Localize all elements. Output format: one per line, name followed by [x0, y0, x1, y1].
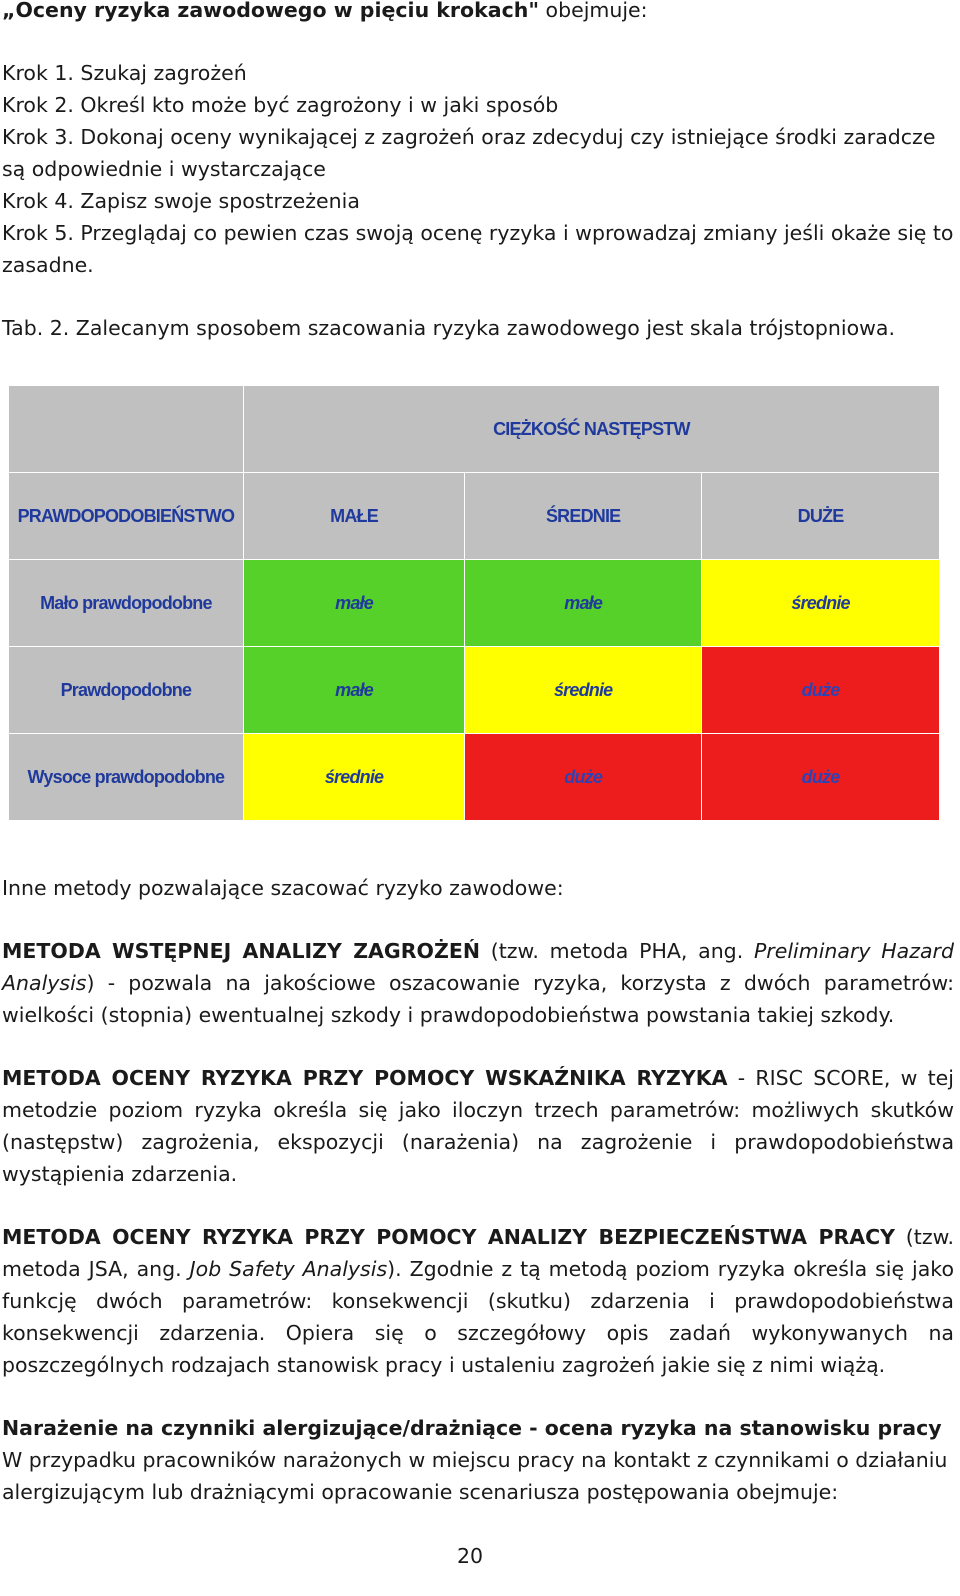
step-2: Krok 2. Określ kto może być zagrożony i w jaki sposób: [2, 93, 559, 117]
allergy-heading-text: Narażenie na czynniki alergizujące/drażniące - ocena ryzyka na stanowisku pracy: [2, 1416, 942, 1440]
jsa-text-2: ). Zgodnie z tą metodą poziom ryzyka określa się jako funkcję dwóch parametrów: konsekwencji (skutku) zdarzenia i prawdopodobieństwa konsekwencji zdarzenia. Opiera się o szczegółowy opis zadań wykonywanych na poszczególnych rodzajach stanowisk pracy i ustaleniu zagrożeń jakie się z nimi wiążą.: [2, 1257, 954, 1377]
jsa-text-1: (tzw. metoda JSA, ang.: [2, 1225, 954, 1281]
matrix-col-header: DUŻE: [702, 473, 940, 560]
matrix-cell: małe: [243, 560, 465, 647]
step-1: Krok 1. Szukaj zagrożeń: [2, 61, 247, 85]
pha-italic: Preliminary Hazard Analysis: [2, 939, 954, 995]
step-5: Krok 5. Przeglądaj co pewien czas swoją ocenę ryzyka i wprowadzaj zmiany jeśli okaże się to zasadne.: [2, 221, 954, 277]
matrix-cell: duże: [465, 734, 702, 821]
matrix-blank-corner: [9, 386, 244, 473]
pha-text-1: (tzw. metoda PHA, ang.: [479, 939, 754, 963]
matrix-cell: średnie: [702, 560, 940, 647]
matrix-row-header: Mało prawdopodobne: [9, 560, 244, 647]
allergy-heading: [2, 1412, 954, 1444]
jsa-italic: Job Safety Analysis: [189, 1257, 388, 1281]
intro-line: [2, 0, 954, 26]
matrix-cell: średnie: [465, 647, 702, 734]
intro-title: „Oceny ryzyka zawodowego w pięciu krokach": [2, 0, 540, 22]
jsa-paragraph: [2, 1221, 954, 1381]
allergy-paragraph: W przypadku pracowników narażonych w miejscu pracy na kontakt z czynnikami o działaniu alergizującym lub drażniącymi opracowanie scenariusza postępowania obejmuje:: [2, 1448, 948, 1504]
matrix-cell: duże: [702, 734, 940, 821]
step-3: Krok 3. Dokonaj oceny wynikającej z zagrożeń oraz zdecyduj czy istniejące środki zaradcze są odpowiednie i wystarczające: [2, 125, 936, 181]
matrix-cell: średnie: [243, 734, 465, 821]
matrix-top-header: CIĘŻKOŚĆ NASTĘPSTW: [243, 386, 939, 473]
risc-heading: METODA OCENY RYZYKA PRZY POMOCY WSKAŹNIKA RYZYKA: [2, 1066, 728, 1090]
step-4: Krok 4. Zapisz swoje spostrzeżenia: [2, 189, 360, 213]
matrix-row-header: Prawdopodobne: [9, 647, 244, 734]
pha-text-2: ) - pozwala na jakościowe oszacowanie ryzyka, korzysta z dwóch parametrów: wielkości (stopnia) ewentualnej szkody i prawdopodobieństwa powstania takiej szkody.: [2, 971, 954, 1027]
matrix-cell: małe: [243, 647, 465, 734]
page-number: 20: [456, 1544, 484, 1568]
matrix-col-header: MAŁE: [243, 473, 465, 560]
pha-paragraph: [2, 935, 954, 1031]
matrix-cell: małe: [465, 560, 702, 647]
intro-rest: obejmuje:: [539, 0, 648, 22]
matrix-corner-header: PRAWDOPODOBIEŃSTWO: [9, 473, 244, 560]
document-body: [2, 0, 954, 344]
table-caption: Tab. 2. Zalecanym sposobem szacowania ryzyka zawodowego jest skala trójstopniowa.: [2, 316, 896, 340]
matrix-row-header: Wysoce prawdopodobne: [9, 734, 244, 821]
jsa-heading: METODA OCENY RYZYKA PRZY POMOCY ANALIZY BEZPIECZEŃSTWA PRACY: [2, 1225, 896, 1249]
methods-section: [2, 872, 954, 1508]
risk-matrix: [8, 385, 940, 821]
risc-text: - RISC SCORE, w tej metodzie poziom ryzyka określa się jako iloczyn trzech parametrów: możliwych skutków (następstw) zagrożenia, ekspozycji (narażenia) na zagrożenie i prawdopodobieństwa wystąpienia zdarzenia.: [2, 1066, 954, 1186]
matrix-cell: duże: [702, 647, 940, 734]
risc-paragraph: [2, 1062, 954, 1190]
other-methods-intro: Inne metody pozwalające szacować ryzyko zawodowe:: [2, 876, 564, 900]
pha-heading: METODA WSTĘPNEJ ANALIZY ZAGROŻEŃ: [2, 939, 480, 963]
matrix-col-header: ŚREDNIE: [465, 473, 702, 560]
